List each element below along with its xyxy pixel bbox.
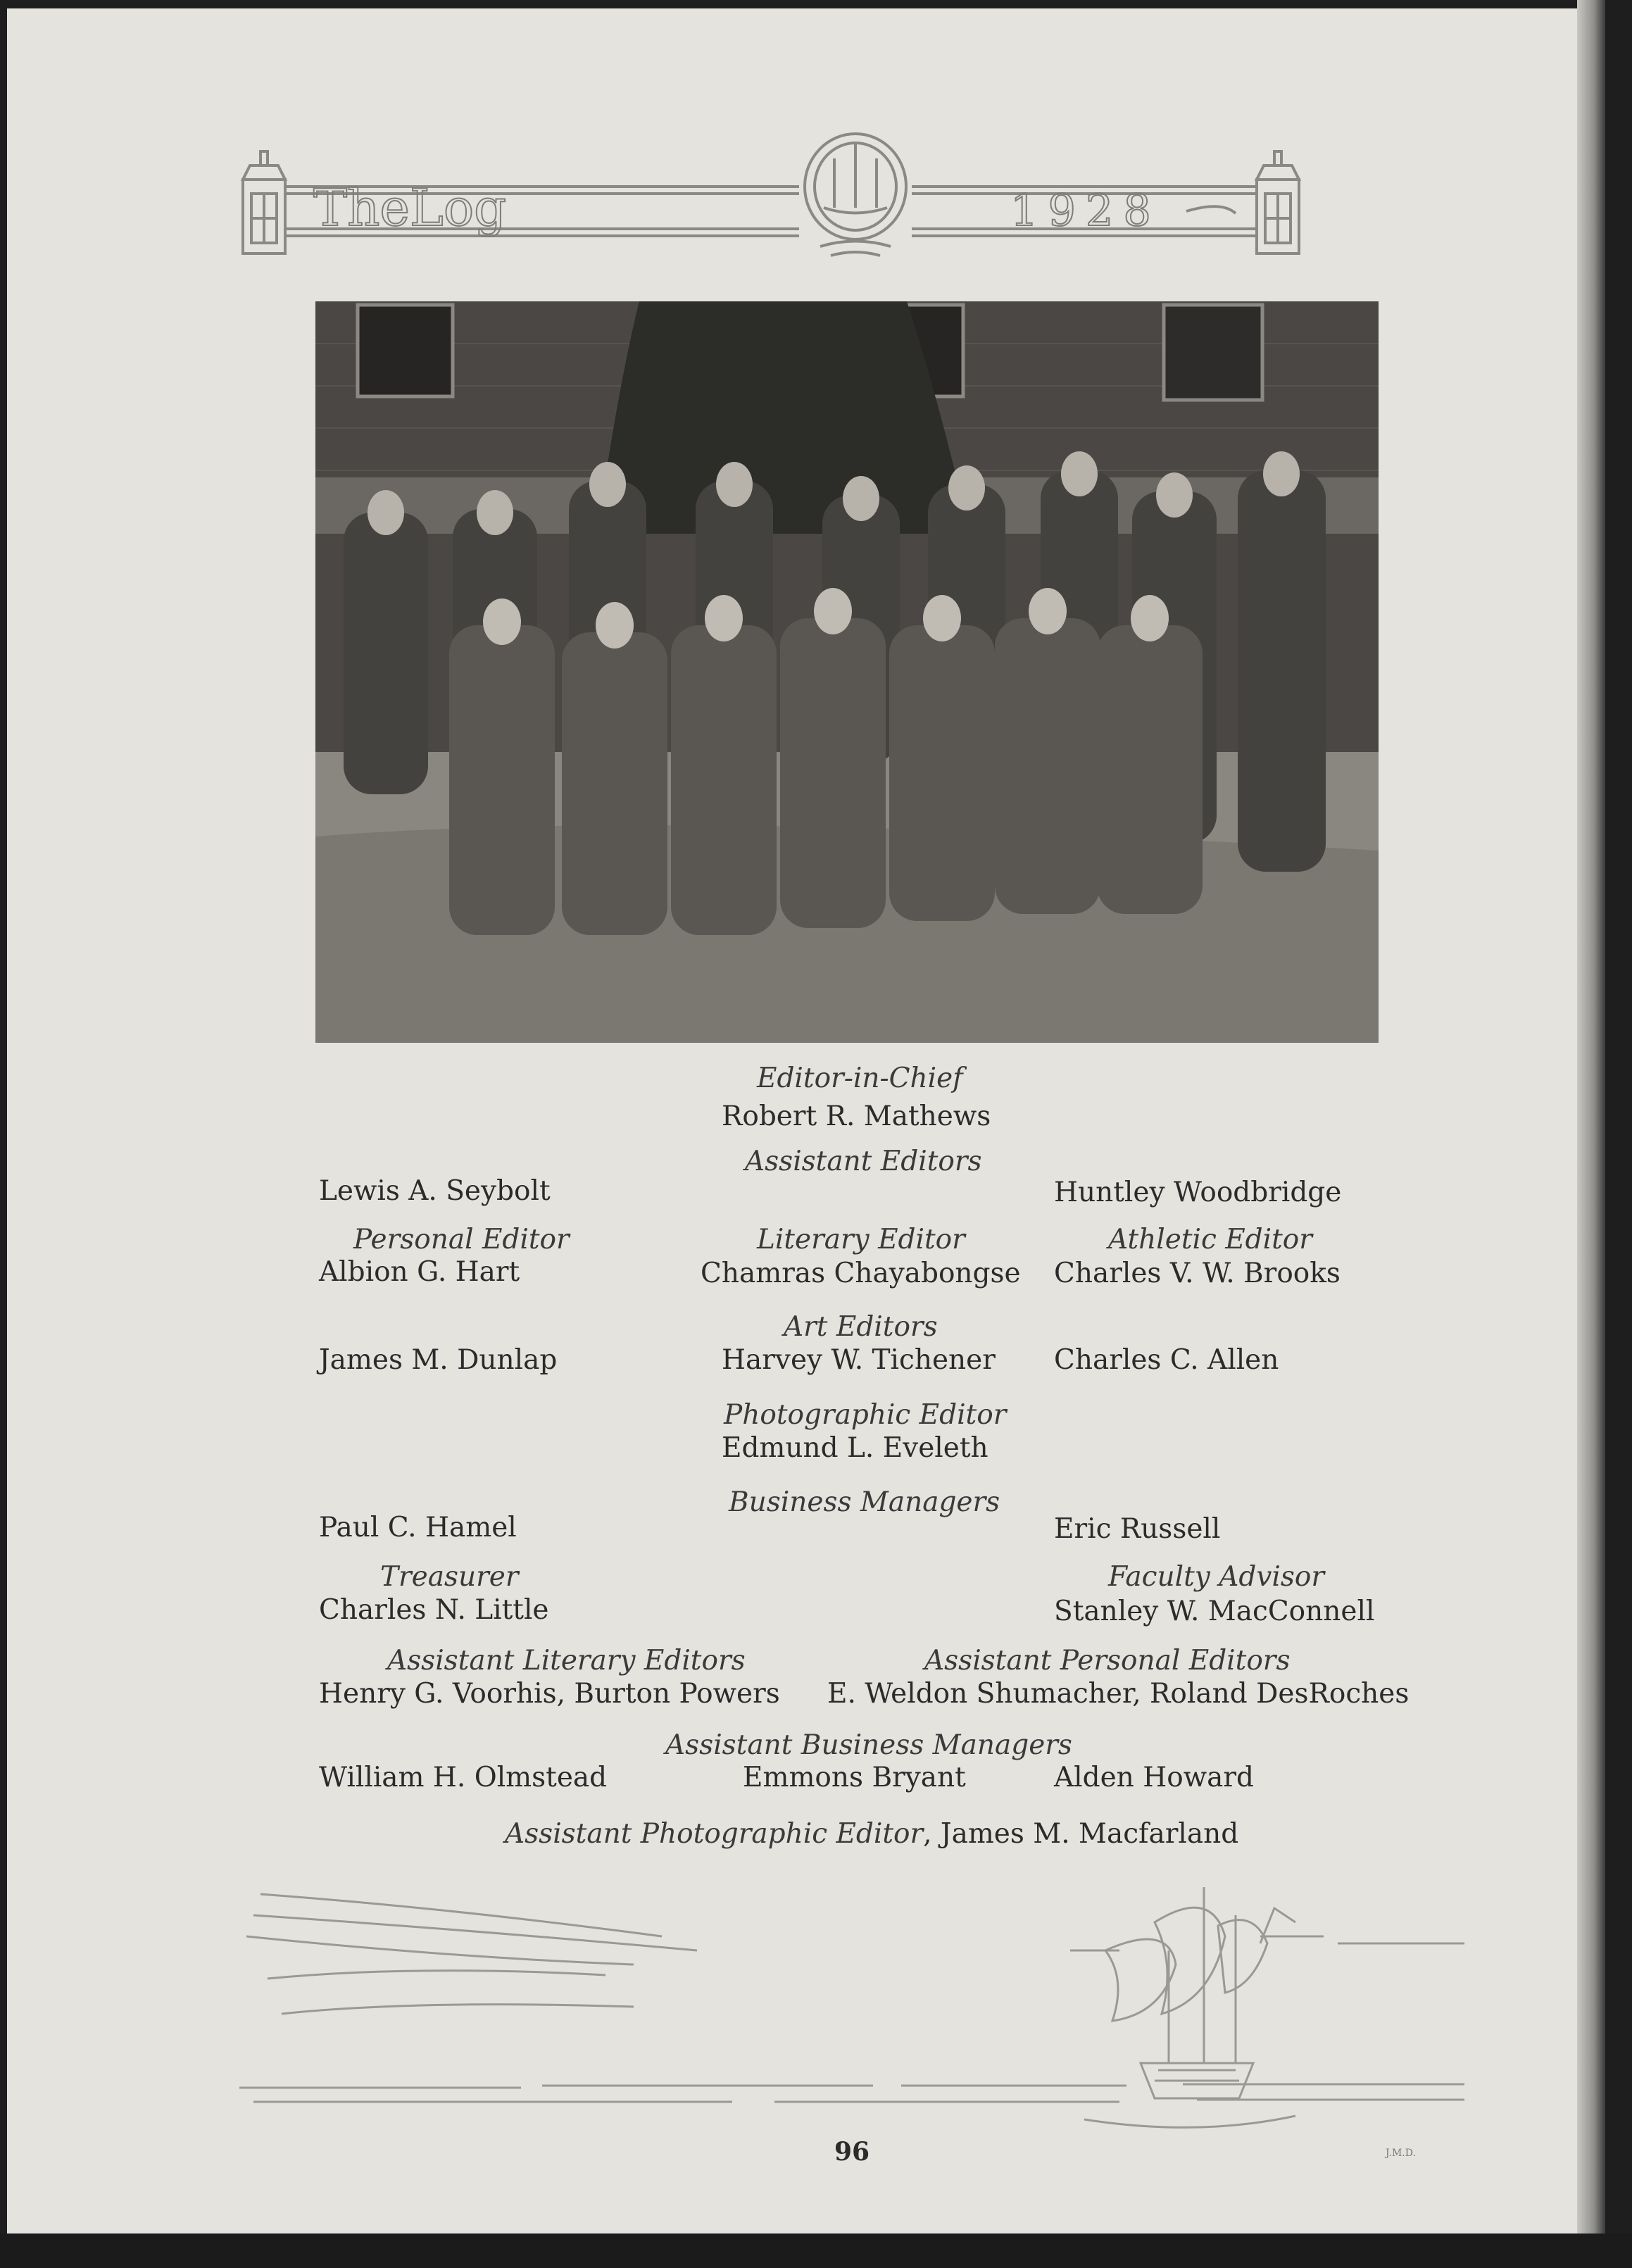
page-number: 96	[834, 2137, 870, 2167]
artist-initials: J.M.D.	[1386, 2148, 1416, 2159]
art-editors-title: Art Editors	[784, 1311, 938, 1343]
faculty-advisor-title: Faculty Advisor	[1108, 1561, 1324, 1593]
assistant-personal-editors-names: E. Weldon Shumacher, Roland DesRoches	[827, 1678, 1410, 1710]
assistant-photographic-editor-title: Assistant Photographic Editor	[505, 1818, 924, 1850]
header-title-left: TheLog	[313, 178, 507, 237]
literary-editor-name: Chamras Chayabongse	[701, 1258, 1021, 1289]
personal-editor-name: Albion G. Hart	[319, 1256, 520, 1288]
assistant-personal-editors-title: Assistant Personal Editors	[924, 1645, 1291, 1677]
assistant-literary-editors-title: Assistant Literary Editors	[387, 1645, 746, 1677]
assistant-business-manager-center: Emmons Bryant	[743, 1762, 966, 1793]
assistant-editor-right: Huntley Woodbridge	[1054, 1177, 1342, 1208]
header-banner	[236, 130, 1306, 264]
faculty-advisor-name: Stanley W. MacConnell	[1054, 1596, 1375, 1627]
athletic-editor-title: Athletic Editor	[1108, 1224, 1312, 1255]
treasurer-title: Treasurer	[380, 1561, 519, 1593]
athletic-editor-name: Charles V. W. Brooks	[1054, 1258, 1341, 1289]
header-ornament	[236, 130, 1306, 264]
assistant-photographic-editor-line	[505, 1819, 1238, 1850]
business-manager-right: Eric Russell	[1054, 1513, 1221, 1545]
group-photograph	[315, 301, 1379, 1043]
personal-editor-title: Personal Editor	[353, 1224, 570, 1255]
assistant-business-manager-left: William H. Olmstead	[319, 1762, 608, 1793]
assistant-business-managers-title: Assistant Business Managers	[665, 1729, 1072, 1761]
art-editor-left: James M. Dunlap	[319, 1344, 558, 1376]
business-managers-title: Business Managers	[729, 1486, 1000, 1518]
art-editor-right: Charles C. Allen	[1054, 1344, 1279, 1376]
business-manager-left: Paul C. Hamel	[319, 1512, 517, 1543]
art-editor-center: Harvey W. Tichener	[722, 1344, 996, 1376]
photographic-editor-title: Photographic Editor	[724, 1399, 1007, 1431]
page-edge-shadow	[1577, 0, 1605, 2268]
photo-illustration	[315, 301, 1379, 1043]
assistant-editor-left: Lewis A. Seybolt	[319, 1175, 551, 1207]
header-title-year: 1928	[1010, 184, 1161, 236]
assistant-business-manager-right: Alden Howard	[1054, 1762, 1254, 1793]
assistant-photographic-editor-name: , James M. Macfarland	[923, 1818, 1239, 1850]
treasurer-name: Charles N. Little	[319, 1594, 549, 1626]
ship-and-waves-drawing	[239, 1859, 1479, 2169]
literary-editor-title: Literary Editor	[757, 1224, 965, 1255]
editor-in-chief-name: Robert R. Mathews	[722, 1101, 991, 1132]
editor-in-chief-title: Editor-in-Chief	[757, 1063, 963, 1094]
assistant-editors-title: Assistant Editors	[745, 1146, 982, 1177]
photographic-editor-name: Edmund L. Eveleth	[722, 1432, 988, 1464]
footer-ornament	[239, 1859, 1479, 2169]
assistant-literary-editors-names: Henry G. Voorhis, Burton Powers	[319, 1678, 780, 1710]
scan-border	[0, 2233, 1632, 2268]
